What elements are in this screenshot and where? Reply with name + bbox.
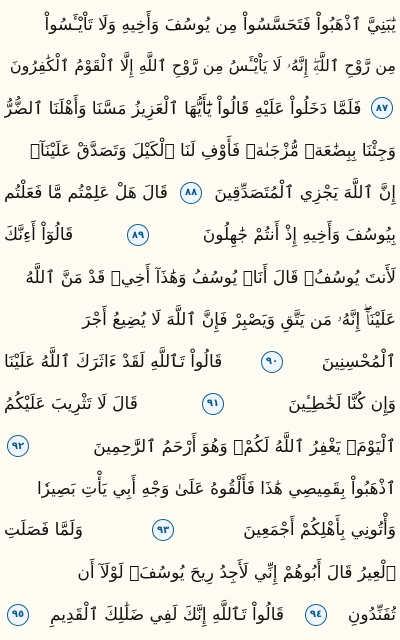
verse-text: وَلَمَّا فَصَلَتِ — [4, 520, 84, 541]
verse-text: قَالُوٓاْ أَءِنَّكَ — [4, 225, 74, 245]
verse-line — [4, 510, 396, 550]
verse-text: ٱلْيَوْمَۖ يَغْفِرُ ٱللَّهُ لَكُمْۖ وَهُوَ أَرْحَمُ ٱلرَّٰحِمِينَ — [93, 436, 396, 457]
ayah-number-marker: ٩٢ — [7, 435, 29, 457]
verse-text: مِن رَّوْحِ ٱللَّهِۖ إِنَّهُۥ لَا يَاْيْـَٔسُ مِن رَّوْحِ ٱللَّهِ إِلَّا ٱلْقَوْمُ ٱلْكَٰفِرُونَ — [9, 56, 396, 76]
ayah-number-marker: ٨٨ — [180, 182, 202, 204]
ayah-number-marker: ٩٤ — [305, 604, 327, 626]
verse-line — [4, 426, 396, 466]
verse-line — [4, 468, 396, 508]
verse-text: إِنَّ ٱللَّهَ يَجْزِي ٱلْمُتَصَدِّقِينَ — [214, 183, 396, 204]
verse-line — [4, 384, 396, 424]
ayah-number-marker: ٩٥ — [7, 604, 29, 626]
verse-text: قَالَ لَا تَثْرِيبَ عَلَيْكُمُ — [4, 393, 138, 414]
ayah-number-marker: ٩٣ — [152, 519, 174, 541]
ayah-number-marker: ٩١ — [202, 393, 224, 415]
verse-line — [4, 342, 396, 382]
ayah-number-marker: ٨٧ — [371, 97, 393, 119]
verse-line — [4, 131, 396, 171]
verse-text: ٱلْعِيرُ قَالَ أَبُوهُمْ إِنِّي لَأَجِدُ رِيحَ يُوسُفَۖ لَوْلَآ أَن — [77, 562, 396, 583]
verse-line — [4, 46, 396, 86]
verse-text: يَٰبَنِيَّ ٱذْهَبُواْ فَتَحَسَّسُواْ مِن يُوسُفَ وَأَخِيهِ وَلَا تَاْيْـَٔسُواْ — [44, 14, 396, 35]
verse-text: قَالَ هَلْ عَلِمْتُم مَّا فَعَلْتُم — [4, 182, 168, 203]
verse-text: بِيُوسُفَ وَأَخِيهِ إِذْ أَنتُمْ جَٰهِلُونَ — [202, 225, 396, 245]
verse-text: قَالُواْ تَٱللَّهِ إِنَّكَ لَفِي ضَلَٰلِكَ ٱلْقَدِيمِ — [49, 605, 285, 626]
verse-line — [4, 595, 396, 635]
verse-text: لَأَنتَ يُوسُفُۖ قَالَ أَنَا۠ يُوسُفُ وَهَٰذَآ أَخِيۖ قَدْ مَنَّ ٱللَّهُ — [25, 267, 396, 288]
ayah-number-marker: ٩٠ — [261, 351, 283, 373]
verse-line — [4, 299, 396, 339]
verse-text: ٱذْهَبُواْ بِقَمِيصِي هَٰذَا فَأَلْقُوهُ عَلَىٰ وَجْهِ أَبِي يَأْتِ بَصِيرٗا — [37, 478, 396, 499]
verse-line — [4, 173, 396, 213]
verse-text: عَلَيْنَآۖ إِنَّهُۥ مَن يَتَّقِ وَيَصْبِرْ فَإِنَّ ٱللَّهَ لَا يُضِيعُ أَجْرَ — [82, 309, 396, 330]
verse-text: وَأْتُونِي بِأَهْلِكُمْ أَجْمَعِينَ — [243, 520, 396, 541]
verse-text: فَلَمَّا دَخَلُواْ عَلَيْهِ قَالُواْ يَٰٓأَيُّهَا ٱلْعَزِيزُ مَسَّنَا وَأَهْلَنَا ٱلضُّرُّ — [4, 98, 362, 119]
verse-line — [4, 257, 396, 297]
verse-line — [4, 88, 396, 128]
verse-line — [4, 4, 396, 44]
verse-text: وَجِئْنَا بِبِضَٰعَةٖ مُّزْجَىٰةٖ فَأَوْفِ لَنَا ٱلْكَيْلَ وَتَصَدَّقْ عَلَيْنَآۖ — [29, 140, 396, 161]
verse-line — [4, 553, 396, 593]
verse-line — [4, 215, 396, 255]
verse-text: تُفَنِّدُونِ — [347, 604, 396, 625]
ayah-number-marker: ٨٩ — [127, 224, 149, 246]
verse-text: ٱلْمُحْسِنِينَ — [321, 352, 396, 373]
verse-text: قَالُواْ تَٱللَّهِ لَقَدْ ءَاثَرَكَ ٱللَّهُ عَلَيْنَا — [4, 352, 223, 373]
verse-text: وَإِن كُنَّا لَخَٰطِـِٔينَ — [288, 393, 396, 414]
